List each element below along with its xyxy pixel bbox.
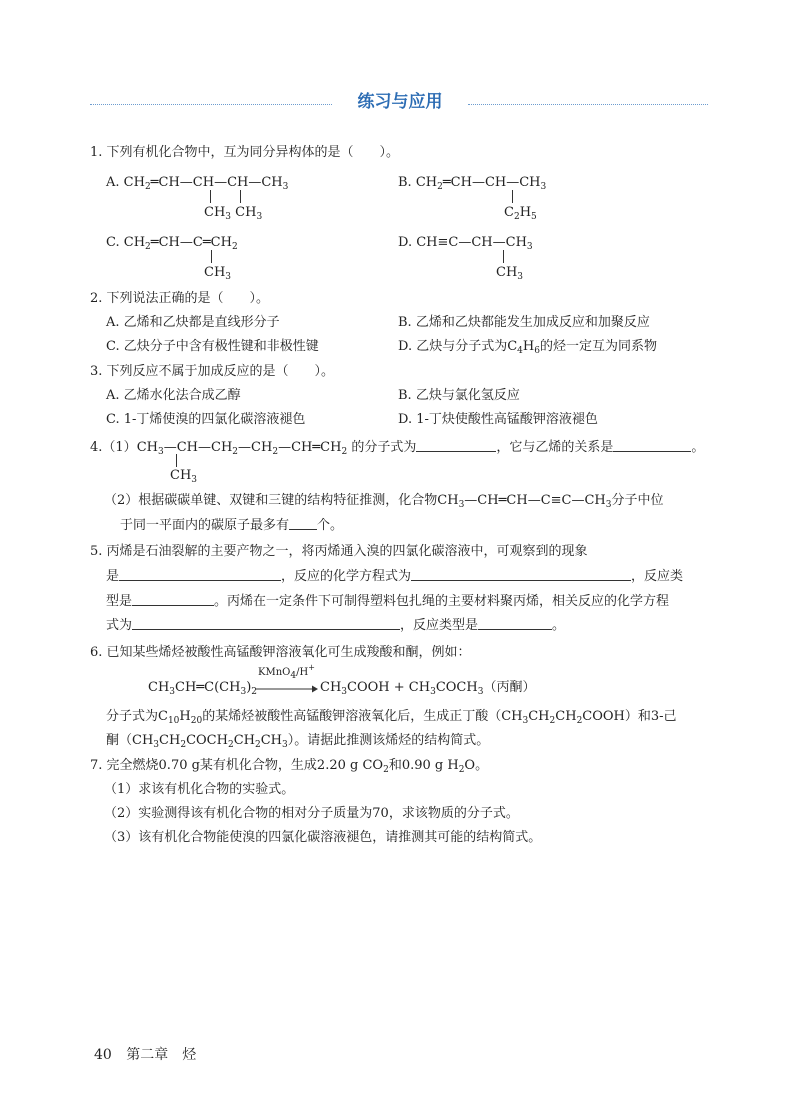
q4-part2-text-a: 于同一平面内的碳原子最多有 [120, 518, 290, 533]
q5-answer-blank-equation1[interactable] [411, 569, 631, 581]
q1-d-bond [503, 250, 504, 263]
q1-option-d-substituent: $CH_3$ [496, 265, 524, 282]
q4-part1-text3: 。 [691, 440, 705, 455]
q5-text-2b: ，反应的化学方程式为 [281, 569, 412, 584]
q5-text-3b: 。丙烯在一定条件下可制得塑料包扎绳的主要材料聚丙烯，相关反应的化学方程 [214, 594, 670, 609]
q2-option-a: A. 乙烯和乙炔都是直线形分子 [106, 315, 280, 330]
q5-text-4a: 式为 [106, 618, 133, 633]
q4-part1-label: 4.（1） [90, 440, 137, 455]
q7-stem: 7. 完全燃烧0.70 g某有机化合物，生成2.20 g $CO_2$和0.90 g $H_2O$。 [90, 758, 489, 775]
q1-option-c-substituent: $CH_3$ [204, 265, 232, 282]
q2-option-c: C. 乙炔分子中含有极性键和非极性键 [106, 339, 319, 354]
q1-stem: 1. 下列有机化合物中，互为同分异构体的是（ ）。 [90, 145, 400, 160]
q1-b-bond [512, 190, 513, 203]
q5-text-3a: 型是 [106, 594, 133, 609]
header-divider-right [468, 104, 708, 105]
q5-answer-blank-equation2[interactable] [132, 618, 400, 630]
q4-part1-text1: 的分子式为 [351, 440, 417, 455]
q1-option-a-substituents: $CH_3$ $CH_3$ [204, 205, 263, 222]
q1-option-d: D. $CH\equiv C—CH—CH_3$ [398, 235, 533, 252]
header-divider-left [90, 104, 332, 105]
q5-text-4b: ，反应类型是 [400, 618, 479, 633]
q5-text-4c: 。 [552, 618, 566, 633]
q5-line3 [106, 594, 669, 608]
q1-a-bond-1 [210, 190, 211, 203]
q6-line1: 分子式为$C_{10}H_{20}$的某烯烃被酸性高锰酸钾溶液氧化后，生成正丁酸$(CH_3CH_2CH_2COOH)$和3-己 [106, 709, 677, 726]
q4-part2-line2 [120, 518, 343, 532]
q6-line2: 酮$(CH_3CH_2COCH_2CH_2CH_3)$。请据此推测该烯烃的结构简式。 [106, 733, 490, 750]
q5-answer-blank-phenomenon[interactable] [119, 569, 281, 581]
q3-stem: 3. 下列反应不属于加成反应的是（ ）。 [90, 364, 335, 379]
q6-equation-condition: KMnO$_4$/H+ [258, 663, 315, 681]
q1-option-b-substituent: $C_2H_5$ [504, 205, 537, 222]
q1-option-c: C. $CH_2═CH—C═CH_2$ [106, 235, 238, 252]
q4-part1-formula: $CH_3—CH—CH_2—CH_2—CH═CH_2$ [136, 440, 348, 457]
q4-answer-blank-formula[interactable] [416, 440, 496, 452]
chapter-label: 第二章 烃 [126, 1047, 197, 1063]
q6-stem: 6. 已知某些烯烃被酸性高锰酸钾溶液氧化可生成羧酸和酮，例如： [90, 645, 471, 660]
q1-option-b: B. $CH_2═CH—CH—CH_3$ [398, 175, 547, 192]
q5-text-2c: ，反应类 [631, 569, 684, 584]
q5-line4 [106, 618, 565, 632]
section-title: 练习与应用 [357, 92, 443, 112]
q1-option-a: A. $CH_2═CH—CH—CH—CH_3$ [106, 175, 289, 192]
reaction-arrow-icon [256, 684, 318, 694]
q4-bond [176, 454, 177, 467]
q2-option-b: B. 乙烯和乙炔都能发生加成反应和加聚反应 [398, 315, 650, 330]
q4-answer-blank-relation[interactable] [613, 440, 691, 452]
q1-c-bond [211, 250, 212, 263]
q4-part2-line1: （2）根据碳碳单键、双键和三键的结构特征推测，化合物$CH_3—CH═CH—C\equiv C—CH_3$分子中位 [104, 493, 664, 510]
q4-part1 [90, 440, 705, 457]
q4-part1-substituent: $CH_3$ [170, 468, 198, 485]
q4-answer-blank-count[interactable] [289, 518, 317, 530]
q3-option-c: C. 1-丁烯使溴的四氯化碳溶液褪色 [106, 412, 306, 427]
q7-part2: （2）实验测得该有机化合物的相对分子质量为70，求该物质的分子式。 [104, 806, 519, 821]
q5-answer-blank-type2[interactable] [478, 618, 552, 630]
page-footer [94, 1044, 196, 1064]
q2-stem: 2. 下列说法正确的是（ ）。 [90, 291, 270, 306]
q1-a-bond-2 [240, 190, 241, 203]
q4-part1-text2: ，它与乙烯的关系是 [496, 440, 614, 455]
q7-part1: （1）求该有机化合物的实验式。 [104, 782, 295, 797]
q6-equation-right: $CH_3COOH$ + $CH_3COCH_3$（丙酮） [320, 680, 536, 697]
q7-part3: （3）该有机化合物能使溴的四氯化碳溶液褪色，请推测其可能的结构简式。 [104, 830, 542, 845]
q4-part2-text-b: 个。 [317, 518, 344, 533]
q3-option-a: A. 乙烯水化法合成乙醇 [106, 388, 241, 403]
q3-option-b: B. 乙炔与氯化氢反应 [398, 388, 520, 403]
q5-answer-blank-type1[interactable] [132, 594, 214, 606]
q5-line1: 5. 丙烯是石油裂解的主要产物之一，将丙烯通入溴的四氯化碳溶液中，可观察到的现象 [90, 544, 588, 559]
q5-text-2a: 是 [106, 569, 120, 584]
q2-option-d: D. 乙炔与分子式为$C_4H_6$的烃一定互为同系物 [398, 339, 657, 356]
q6-equation-left: $CH_3CH═C(CH_3)_2$ [148, 680, 257, 697]
q3-option-d: D. 1-丁炔使酸性高锰酸钾溶液褪色 [398, 412, 598, 427]
q5-line2 [106, 569, 683, 583]
page-number: 40 [94, 1047, 112, 1063]
